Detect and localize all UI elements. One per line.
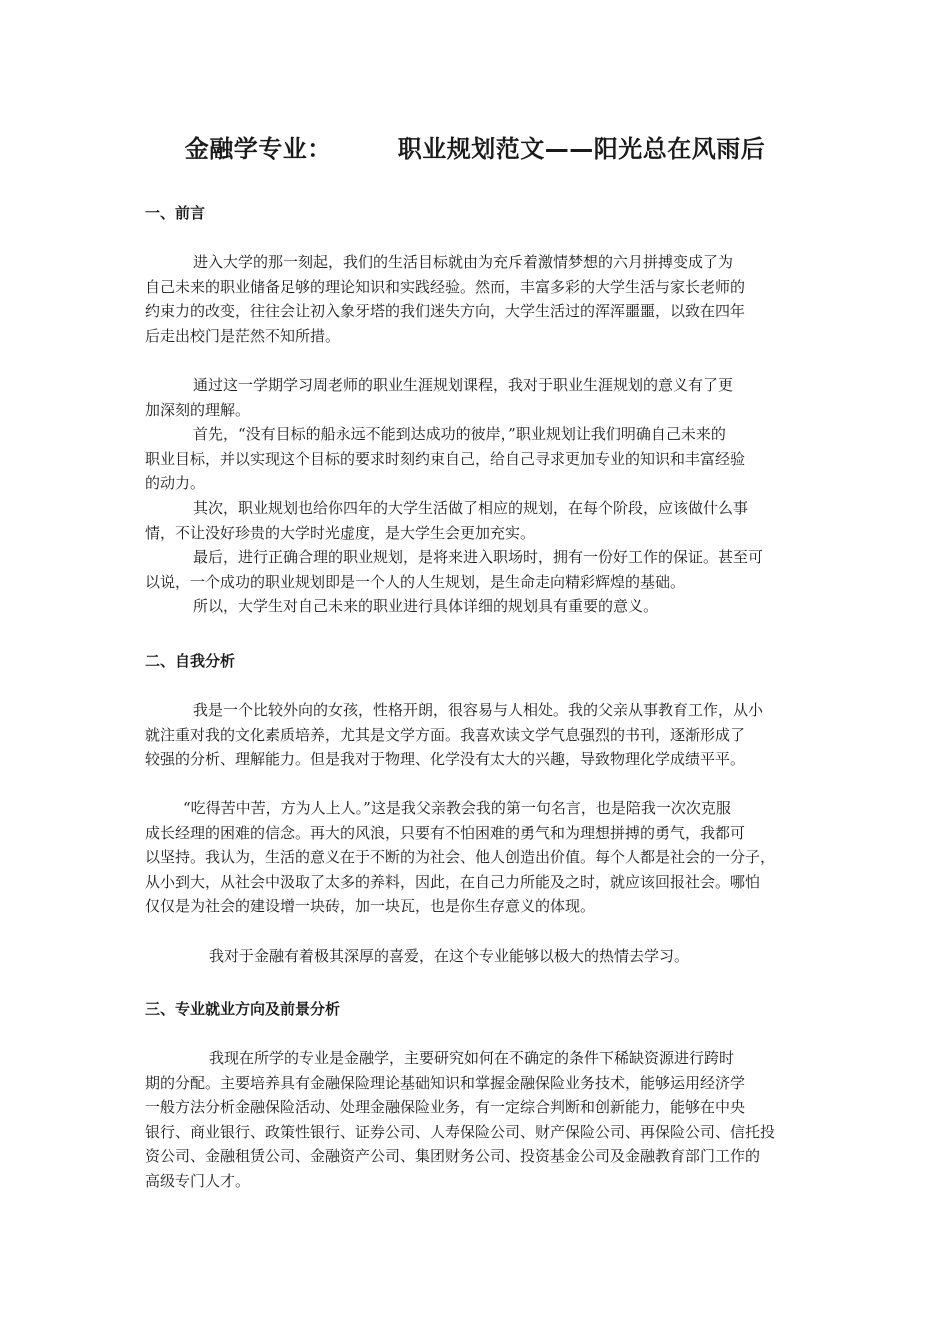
paragraph: [145, 796, 825, 919]
text-line: 我对于金融有着极其深厚的喜爱，在这个专业能够以极大的热情去学习。: [209, 947, 690, 965]
text-line: 高级专门人才。: [145, 1171, 251, 1190]
text-line: 进入大学的那一刻起，我们的生活目标就由为充斥着激情梦想的六月拼搏变成了为: [193, 253, 734, 271]
text-line: 期的分配。主要培养具有金融保险理论基础知识和掌握金融保险业务技术，能够运用经济学: [145, 1073, 746, 1092]
text-line: 情，不让没好珍贵的大学时光虚度，是大学生会更加充实。: [145, 523, 536, 542]
paragraph: [145, 944, 825, 969]
section-heading-self-analysis: 二、自我分析: [145, 652, 236, 670]
text-line: “吃得苦中苦，方为人上人。”这是我父亲教会我的第一句名言，也是陪我一次次克服: [183, 799, 731, 817]
paragraph: [145, 250, 825, 348]
paragraph: [145, 496, 825, 545]
paragraph: [145, 545, 825, 594]
text-line: 我现在所学的专业是金融学，主要研究如何在不确定的条件下稀缺资源进行跨时: [209, 1049, 735, 1067]
section-heading-career-prospects: 三、专业就业方向及前景分析: [145, 1000, 341, 1018]
text-line: 仅仅是为社会的建设增一块砖，加一块瓦，也是你生存意义的体现。: [145, 897, 596, 915]
paragraph: [145, 422, 825, 496]
text-line: 银行、商业银行、政策性银行、证券公司、人寿保险公司、财产保险公司、再保险公司、信托投: [145, 1122, 776, 1141]
text-line: 约束力的改变，往往会让初入象牙塔的我们迷失方向，大学生活过的浑浑噩噩，以致在四年: [145, 302, 746, 320]
text-line: 首先，“没有目标的船永远不能到达成功的彼岸，”职业规划让我们明确自己未来的: [193, 425, 726, 443]
text-line: 我是一个比较外向的女孩，性格开朗，很容易与人相处。我的父亲从事教育工作，从小: [193, 701, 764, 719]
text-line: 以坚持。我认为，生活的意义在于不断的为社会、他人创造出价值。每个人都是社会的一分子，: [145, 848, 776, 866]
text-line: 其次，职业规划也给你四年的大学生活做了相应的规划，在每个阶段，应该做什么事: [193, 499, 749, 517]
text-line: 从小到大，从社会中汲取了太多的养料，因此，在自己力所能及之时，就应该回报社会。哪怕: [145, 872, 761, 891]
title-major: 金融学专业：: [184, 135, 332, 163]
text-line: 资公司、金融租赁公司、金融资产公司、集团财务公司、投资基金公司及金融教育部门工作的: [145, 1147, 761, 1165]
text-line: 成长经理的困难的信念。再大的风浪，只要有不怕困难的勇气和为理想拼搏的勇气，我都可: [145, 823, 746, 842]
text-line: 较强的分析、理解能力。但是我对于物理、化学没有太大的兴趣，导致物理化学成绩平平。: [145, 750, 746, 768]
text-line: 后走出校门是茫然不知所措。: [145, 326, 341, 345]
paragraph: [145, 1046, 825, 1193]
document-title: [0, 133, 950, 165]
text-line: 自己未来的职业储备足够的理论知识和实践经验。然而，丰富多彩的大学生活与家长老师的: [145, 277, 746, 296]
text-line: 的动力。: [145, 474, 206, 492]
text-line: 就注重对我的文化素质培养，尤其是文学方面。我喜欢读文学气息强烈的书刊，逐渐形成了: [145, 725, 746, 744]
text-line: 一般方法分析金融保险活动、处理金融保险业务，有一定综合判断和创新能力，能够在中央: [145, 1098, 746, 1116]
text-line: 以说，一个成功的职业规划即是一个人的人生规划，是生命走向精彩辉煌的基础。: [145, 572, 686, 591]
section-heading-preface: 一、前言: [145, 204, 206, 222]
title-main: 职业规划范文——阳光总在风雨后: [397, 135, 766, 163]
paragraph: [145, 594, 825, 619]
text-line: 职业目标，并以实现这个目标的要求时刻约束自己，给自己寻求更加专业的知识和丰富经验: [145, 449, 746, 468]
text-line: 加深刻的理解。: [145, 400, 251, 419]
paragraph: [145, 373, 825, 422]
paragraph: [145, 698, 825, 772]
text-line: 最后，进行正确合理的职业规划，是将来进入职场时，拥有一份好工作的保证。甚至可: [193, 548, 764, 566]
text-line: 通过这一学期学习周老师的职业生涯规划课程，我对于职业生涯规划的意义有了更: [193, 376, 734, 394]
text-line: 所以，大学生对自己未来的职业进行具体详细的规划具有重要的意义。: [193, 597, 659, 615]
